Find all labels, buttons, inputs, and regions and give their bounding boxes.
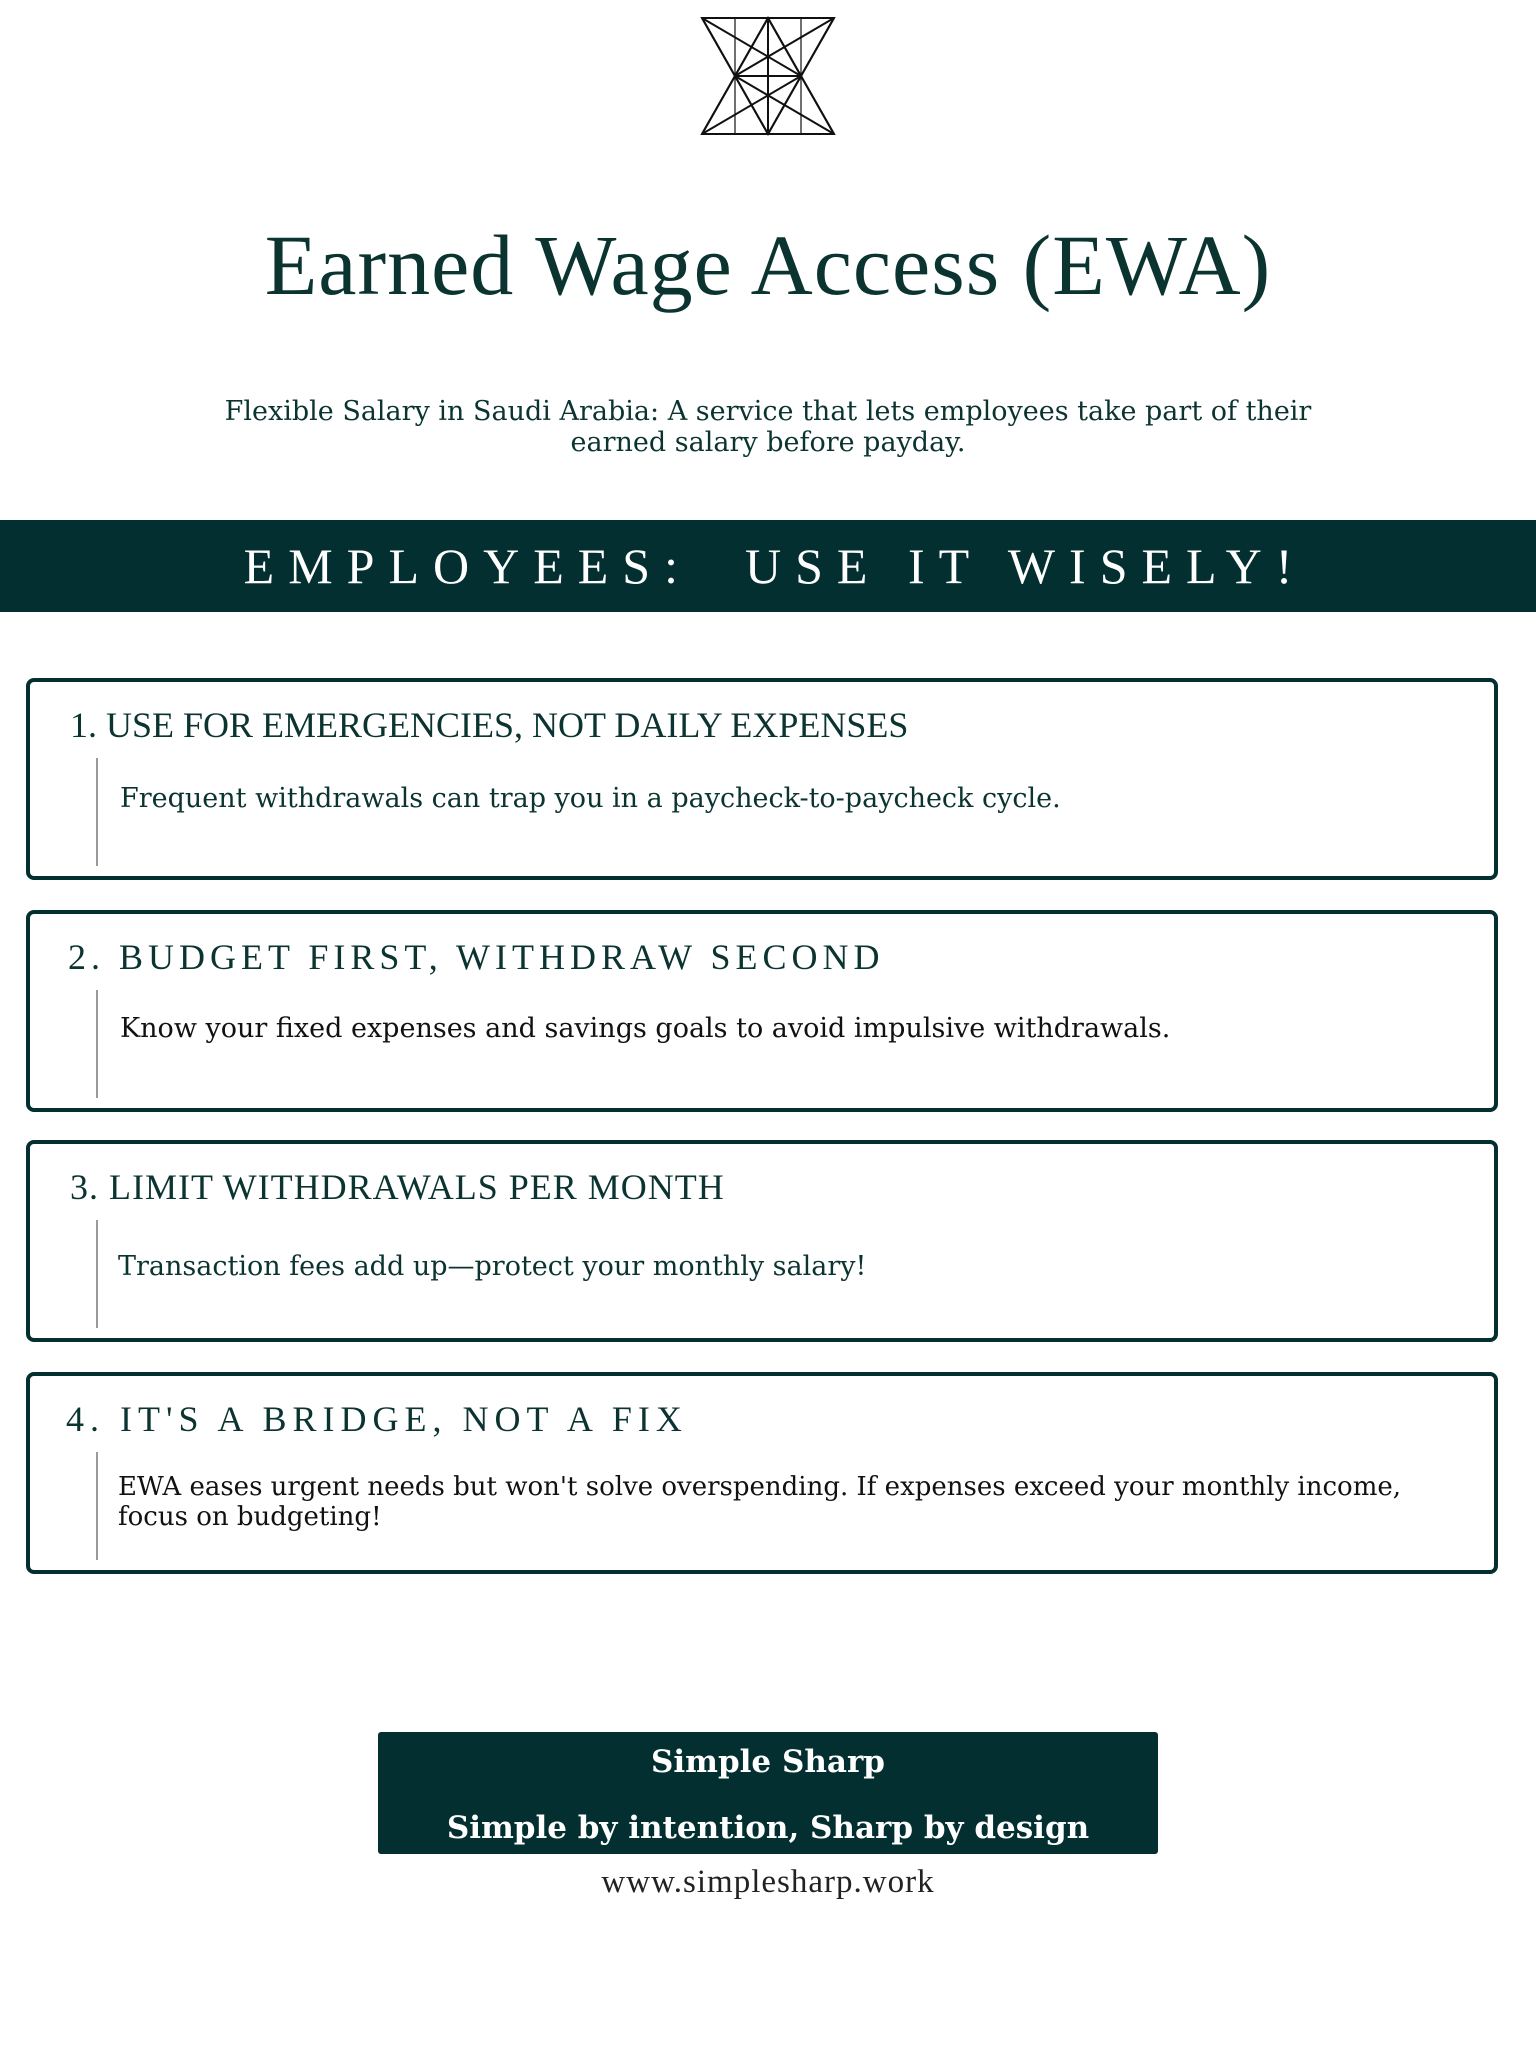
tip-card-2 (26, 910, 1498, 1112)
tip-card-3 (26, 1140, 1498, 1342)
section-banner (0, 520, 1536, 612)
footer-brand-box (378, 1732, 1158, 1854)
tip-body: EWA eases urgent needs but won't solve overspending. If expenses exceed your monthly income, focus on budgeting! (118, 1472, 1402, 1532)
tip-card-1 (26, 678, 1498, 880)
tip-card-4 (26, 1372, 1498, 1574)
star-of-david-geometric-icon (700, 16, 836, 136)
tip-body: Transaction fees add up—protect your monthly salary! (118, 1251, 867, 1282)
tip-divider (96, 1452, 98, 1560)
page-subtitle: Flexible Salary in Saudi Arabia: A service that lets employees take part of their earned salary before payday. (224, 396, 1312, 458)
tip-heading: 3. LIMIT WITHDRAWALS PER MONTH (70, 1167, 725, 1207)
page-title: Earned Wage Access (EWA) (264, 217, 1272, 313)
tip-divider (96, 1220, 98, 1328)
tip-body: Know your fixed expenses and savings goals to avoid impulsive withdrawals. (120, 1013, 1171, 1044)
footer-website-link[interactable]: www.simplesharp.work (601, 1864, 935, 1900)
tip-divider (96, 758, 98, 866)
footer-brand-name: Simple Sharp (651, 1744, 885, 1780)
tip-heading: 1. USE FOR EMERGENCIES, NOT DAILY EXPENSES (70, 705, 909, 745)
tip-body: Frequent withdrawals can trap you in a paycheck-to-paycheck cycle. (120, 783, 1061, 814)
footer-tagline: Simple by intention, Sharp by design (446, 1810, 1090, 1846)
tip-heading: 4. IT'S A BRIDGE, NOT A FIX (66, 1399, 688, 1439)
tip-heading: 2. BUDGET FIRST, WITHDRAW SECOND (68, 937, 885, 977)
tip-divider (96, 990, 98, 1098)
banner-text: EMPLOYEES: USE IT WISELY! (243, 538, 1307, 594)
